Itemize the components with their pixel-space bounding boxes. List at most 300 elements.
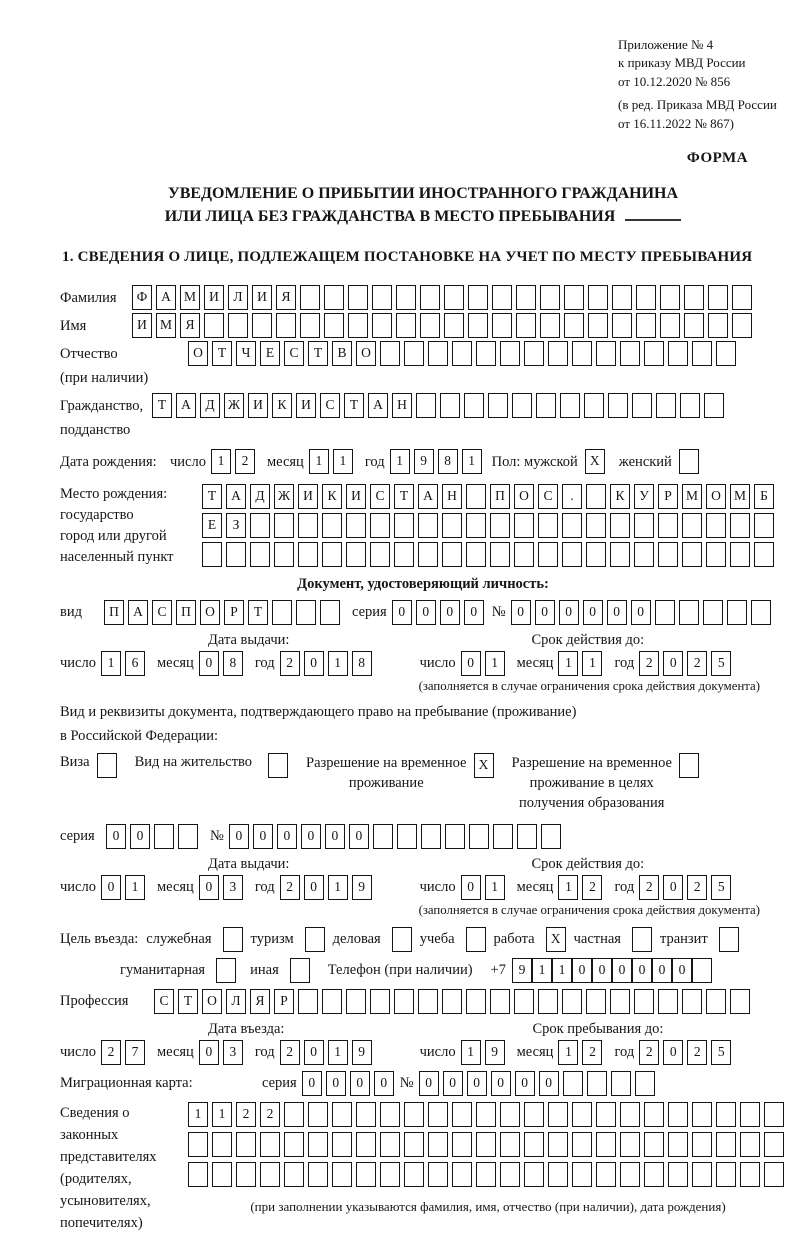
char-cell[interactable]: П: [176, 600, 196, 625]
male-checkbox[interactable]: X: [585, 449, 605, 474]
char-cell[interactable]: Я: [250, 989, 270, 1014]
char-cell[interactable]: [644, 1132, 664, 1157]
char-cell[interactable]: [680, 393, 700, 418]
char-cell[interactable]: [396, 285, 416, 310]
char-cell[interactable]: [538, 542, 558, 567]
char-cell[interactable]: Л: [226, 989, 246, 1014]
char-cell[interactable]: Ж: [224, 393, 244, 418]
char-cell[interactable]: М: [682, 484, 702, 509]
char-cell[interactable]: Н: [392, 393, 412, 418]
char-cell[interactable]: 0: [663, 875, 683, 900]
char-cell[interactable]: [445, 824, 465, 849]
char-cell[interactable]: 0: [325, 824, 345, 849]
char-cell[interactable]: 7: [125, 1040, 145, 1065]
char-cell[interactable]: [442, 542, 462, 567]
char-cell[interactable]: 1: [188, 1102, 208, 1127]
char-cell[interactable]: А: [368, 393, 388, 418]
char-cell[interactable]: 0: [130, 824, 150, 849]
char-cell[interactable]: [540, 285, 560, 310]
char-cell[interactable]: 0: [515, 1071, 535, 1096]
char-cell[interactable]: 0: [443, 1071, 463, 1096]
char-cell[interactable]: [764, 1162, 784, 1187]
char-cell[interactable]: [514, 542, 534, 567]
char-cell[interactable]: 6: [125, 651, 145, 676]
char-cell[interactable]: А: [128, 600, 148, 625]
char-cell[interactable]: П: [104, 600, 124, 625]
char-cell[interactable]: Н: [442, 484, 462, 509]
purpose-business-checkbox[interactable]: [392, 927, 412, 952]
char-cell[interactable]: [346, 542, 366, 567]
char-cell[interactable]: [356, 1132, 376, 1157]
char-cell[interactable]: [644, 341, 664, 366]
char-cell[interactable]: [658, 513, 678, 538]
char-cell[interactable]: И: [296, 393, 316, 418]
char-cell[interactable]: 2: [260, 1102, 280, 1127]
char-cell[interactable]: [490, 542, 510, 567]
char-cell[interactable]: [468, 313, 488, 338]
char-cell[interactable]: [396, 313, 416, 338]
char-cell[interactable]: Б: [754, 484, 774, 509]
char-cell[interactable]: У: [634, 484, 654, 509]
char-cell[interactable]: [300, 313, 320, 338]
char-cell[interactable]: [466, 513, 486, 538]
char-cell[interactable]: [260, 1162, 280, 1187]
char-cell[interactable]: [596, 1132, 616, 1157]
char-cell[interactable]: [660, 285, 680, 310]
char-cell[interactable]: 0: [559, 600, 579, 625]
char-cell[interactable]: [536, 393, 556, 418]
char-cell[interactable]: 0: [583, 600, 603, 625]
char-cell[interactable]: Р: [274, 989, 294, 1014]
char-cell[interactable]: К: [272, 393, 292, 418]
char-cell[interactable]: 0: [392, 600, 412, 625]
char-cell[interactable]: Ф: [132, 285, 152, 310]
char-cell[interactable]: [682, 989, 702, 1014]
char-cell[interactable]: [500, 341, 520, 366]
char-cell[interactable]: [524, 1162, 544, 1187]
char-cell[interactable]: [488, 393, 508, 418]
char-cell[interactable]: Е: [260, 341, 280, 366]
char-cell[interactable]: [692, 341, 712, 366]
char-cell[interactable]: [404, 1102, 424, 1127]
temp-residence-edu-checkbox[interactable]: [679, 753, 699, 778]
char-cell[interactable]: [272, 600, 292, 625]
char-cell[interactable]: [679, 600, 699, 625]
char-cell[interactable]: 0: [511, 600, 531, 625]
char-cell[interactable]: 0: [592, 958, 612, 983]
char-cell[interactable]: 5: [711, 1040, 731, 1065]
char-cell[interactable]: [586, 542, 606, 567]
char-cell[interactable]: [500, 1162, 520, 1187]
char-cell[interactable]: [418, 542, 438, 567]
char-cell[interactable]: [716, 1102, 736, 1127]
char-cell[interactable]: 1: [532, 958, 552, 983]
char-cell[interactable]: [730, 513, 750, 538]
char-cell[interactable]: [226, 542, 246, 567]
char-cell[interactable]: [260, 1132, 280, 1157]
char-cell[interactable]: Л: [228, 285, 248, 310]
char-cell[interactable]: 2: [687, 651, 707, 676]
char-cell[interactable]: [492, 313, 512, 338]
char-cell[interactable]: [730, 989, 750, 1014]
char-cell[interactable]: [732, 313, 752, 338]
char-cell[interactable]: 1: [582, 651, 602, 676]
char-cell[interactable]: [572, 1132, 592, 1157]
char-cell[interactable]: [421, 824, 441, 849]
char-cell[interactable]: [476, 1162, 496, 1187]
char-cell[interactable]: [716, 1132, 736, 1157]
char-cell[interactable]: [541, 824, 561, 849]
char-cell[interactable]: 0: [302, 1071, 322, 1096]
char-cell[interactable]: [612, 285, 632, 310]
char-cell[interactable]: [452, 1102, 472, 1127]
char-cell[interactable]: Я: [180, 313, 200, 338]
char-cell[interactable]: 0: [199, 1040, 219, 1065]
char-cell[interactable]: 0: [349, 824, 369, 849]
char-cell[interactable]: [252, 313, 272, 338]
char-cell[interactable]: [682, 542, 702, 567]
char-cell[interactable]: [751, 600, 771, 625]
char-cell[interactable]: Т: [248, 600, 268, 625]
char-cell[interactable]: [514, 989, 534, 1014]
char-cell[interactable]: [684, 313, 704, 338]
char-cell[interactable]: [500, 1132, 520, 1157]
purpose-tourism-checkbox[interactable]: [305, 927, 325, 952]
char-cell[interactable]: [380, 341, 400, 366]
char-cell[interactable]: [308, 1162, 328, 1187]
char-cell[interactable]: 0: [277, 824, 297, 849]
female-checkbox[interactable]: [679, 449, 699, 474]
char-cell[interactable]: [703, 600, 723, 625]
char-cell[interactable]: [420, 285, 440, 310]
char-cell[interactable]: [516, 313, 536, 338]
char-cell[interactable]: [732, 285, 752, 310]
char-cell[interactable]: [562, 513, 582, 538]
char-cell[interactable]: 1: [485, 651, 505, 676]
char-cell[interactable]: 0: [440, 600, 460, 625]
char-cell[interactable]: 2: [236, 1102, 256, 1127]
char-cell[interactable]: [620, 341, 640, 366]
char-cell[interactable]: 1: [328, 651, 348, 676]
char-cell[interactable]: 0: [631, 600, 651, 625]
char-cell[interactable]: [692, 1102, 712, 1127]
char-cell[interactable]: [394, 989, 414, 1014]
char-cell[interactable]: 0: [461, 651, 481, 676]
char-cell[interactable]: [154, 824, 174, 849]
char-cell[interactable]: [428, 1102, 448, 1127]
char-cell[interactable]: [608, 393, 628, 418]
char-cell[interactable]: 0: [539, 1071, 559, 1096]
char-cell[interactable]: 0: [663, 1040, 683, 1065]
char-cell[interactable]: 1: [328, 875, 348, 900]
char-cell[interactable]: 0: [672, 958, 692, 983]
char-cell[interactable]: 0: [663, 651, 683, 676]
char-cell[interactable]: [492, 285, 512, 310]
char-cell[interactable]: Т: [308, 341, 328, 366]
char-cell[interactable]: 9: [352, 1040, 372, 1065]
char-cell[interactable]: [610, 989, 630, 1014]
char-cell[interactable]: [284, 1102, 304, 1127]
char-cell[interactable]: [524, 1132, 544, 1157]
char-cell[interactable]: [373, 824, 393, 849]
char-cell[interactable]: [428, 1132, 448, 1157]
char-cell[interactable]: Я: [276, 285, 296, 310]
char-cell[interactable]: [348, 285, 368, 310]
char-cell[interactable]: 1: [125, 875, 145, 900]
char-cell[interactable]: О: [706, 484, 726, 509]
char-cell[interactable]: 2: [687, 1040, 707, 1065]
char-cell[interactable]: 9: [352, 875, 372, 900]
char-cell[interactable]: [442, 513, 462, 538]
char-cell[interactable]: [588, 313, 608, 338]
char-cell[interactable]: [416, 393, 436, 418]
char-cell[interactable]: [514, 513, 534, 538]
char-cell[interactable]: [610, 513, 630, 538]
char-cell[interactable]: [596, 1162, 616, 1187]
char-cell[interactable]: [596, 341, 616, 366]
char-cell[interactable]: [346, 989, 366, 1014]
char-cell[interactable]: 3: [223, 1040, 243, 1065]
char-cell[interactable]: Т: [212, 341, 232, 366]
purpose-work-checkbox[interactable]: X: [546, 927, 566, 952]
char-cell[interactable]: [394, 542, 414, 567]
char-cell[interactable]: [466, 542, 486, 567]
char-cell[interactable]: [716, 341, 736, 366]
char-cell[interactable]: 2: [280, 875, 300, 900]
char-cell[interactable]: 0: [419, 1071, 439, 1096]
char-cell[interactable]: [346, 513, 366, 538]
char-cell[interactable]: 2: [101, 1040, 121, 1065]
char-cell[interactable]: Ж: [274, 484, 294, 509]
char-cell[interactable]: 2: [582, 1040, 602, 1065]
char-cell[interactable]: И: [298, 484, 318, 509]
char-cell[interactable]: [564, 285, 584, 310]
char-cell[interactable]: [356, 1102, 376, 1127]
char-cell[interactable]: [348, 313, 368, 338]
char-cell[interactable]: [548, 341, 568, 366]
char-cell[interactable]: [490, 513, 510, 538]
char-cell[interactable]: [250, 513, 270, 538]
char-cell[interactable]: [178, 824, 198, 849]
char-cell[interactable]: И: [252, 285, 272, 310]
char-cell[interactable]: 2: [639, 651, 659, 676]
char-cell[interactable]: [296, 600, 316, 625]
char-cell[interactable]: [586, 989, 606, 1014]
char-cell[interactable]: [764, 1132, 784, 1157]
char-cell[interactable]: [682, 513, 702, 538]
char-cell[interactable]: [298, 989, 318, 1014]
char-cell[interactable]: [212, 1132, 232, 1157]
char-cell[interactable]: О: [514, 484, 534, 509]
char-cell[interactable]: З: [226, 513, 246, 538]
char-cell[interactable]: С: [284, 341, 304, 366]
char-cell[interactable]: [469, 824, 489, 849]
char-cell[interactable]: 1: [558, 651, 578, 676]
char-cell[interactable]: [524, 341, 544, 366]
char-cell[interactable]: [188, 1132, 208, 1157]
char-cell[interactable]: 1: [390, 449, 410, 474]
char-cell[interactable]: [634, 513, 654, 538]
char-cell[interactable]: [188, 1162, 208, 1187]
char-cell[interactable]: [524, 1102, 544, 1127]
visa-checkbox[interactable]: [97, 753, 117, 778]
char-cell[interactable]: [584, 393, 604, 418]
char-cell[interactable]: [692, 1132, 712, 1157]
char-cell[interactable]: [587, 1071, 607, 1096]
char-cell[interactable]: [560, 393, 580, 418]
char-cell[interactable]: 0: [253, 824, 273, 849]
char-cell[interactable]: [250, 542, 270, 567]
char-cell[interactable]: [704, 393, 724, 418]
char-cell[interactable]: С: [154, 989, 174, 1014]
char-cell[interactable]: С: [152, 600, 172, 625]
char-cell[interactable]: [668, 1162, 688, 1187]
char-cell[interactable]: [706, 513, 726, 538]
char-cell[interactable]: [512, 393, 532, 418]
char-cell[interactable]: 8: [223, 651, 243, 676]
char-cell[interactable]: Т: [344, 393, 364, 418]
char-cell[interactable]: [632, 393, 652, 418]
char-cell[interactable]: 0: [350, 1071, 370, 1096]
purpose-transit-checkbox[interactable]: [719, 927, 739, 952]
char-cell[interactable]: [452, 341, 472, 366]
char-cell[interactable]: [548, 1162, 568, 1187]
char-cell[interactable]: 0: [464, 600, 484, 625]
char-cell[interactable]: 1: [328, 1040, 348, 1065]
char-cell[interactable]: И: [132, 313, 152, 338]
char-cell[interactable]: [370, 542, 390, 567]
char-cell[interactable]: 8: [352, 651, 372, 676]
char-cell[interactable]: 0: [572, 958, 592, 983]
char-cell[interactable]: [380, 1132, 400, 1157]
char-cell[interactable]: [517, 824, 537, 849]
char-cell[interactable]: [620, 1132, 640, 1157]
purpose-study-checkbox[interactable]: [466, 927, 486, 952]
char-cell[interactable]: Р: [658, 484, 678, 509]
char-cell[interactable]: [572, 341, 592, 366]
residence-permit-checkbox[interactable]: [268, 753, 288, 778]
char-cell[interactable]: [420, 313, 440, 338]
char-cell[interactable]: [658, 989, 678, 1014]
char-cell[interactable]: [572, 1102, 592, 1127]
char-cell[interactable]: Д: [200, 393, 220, 418]
char-cell[interactable]: [612, 313, 632, 338]
char-cell[interactable]: С: [538, 484, 558, 509]
purpose-other-checkbox[interactable]: [290, 958, 310, 983]
char-cell[interactable]: [540, 313, 560, 338]
char-cell[interactable]: 1: [552, 958, 572, 983]
char-cell[interactable]: [476, 1102, 496, 1127]
char-cell[interactable]: 2: [639, 875, 659, 900]
char-cell[interactable]: 1: [211, 449, 231, 474]
char-cell[interactable]: [276, 313, 296, 338]
char-cell[interactable]: [440, 393, 460, 418]
char-cell[interactable]: 2: [280, 1040, 300, 1065]
char-cell[interactable]: Т: [178, 989, 198, 1014]
char-cell[interactable]: [442, 989, 462, 1014]
char-cell[interactable]: [236, 1162, 256, 1187]
char-cell[interactable]: О: [188, 341, 208, 366]
char-cell[interactable]: [727, 600, 747, 625]
char-cell[interactable]: М: [156, 313, 176, 338]
char-cell[interactable]: [658, 542, 678, 567]
char-cell[interactable]: [380, 1102, 400, 1127]
char-cell[interactable]: 0: [467, 1071, 487, 1096]
purpose-private-checkbox[interactable]: [632, 927, 652, 952]
char-cell[interactable]: О: [200, 600, 220, 625]
char-cell[interactable]: 9: [512, 958, 532, 983]
char-cell[interactable]: 0: [491, 1071, 511, 1096]
char-cell[interactable]: [322, 513, 342, 538]
char-cell[interactable]: [538, 513, 558, 538]
char-cell[interactable]: Д: [250, 484, 270, 509]
char-cell[interactable]: [464, 393, 484, 418]
char-cell[interactable]: 1: [558, 1040, 578, 1065]
char-cell[interactable]: И: [248, 393, 268, 418]
char-cell[interactable]: О: [356, 341, 376, 366]
char-cell[interactable]: 2: [280, 651, 300, 676]
char-cell[interactable]: [692, 1162, 712, 1187]
char-cell[interactable]: [586, 513, 606, 538]
char-cell[interactable]: [668, 1132, 688, 1157]
char-cell[interactable]: [202, 542, 222, 567]
char-cell[interactable]: 9: [414, 449, 434, 474]
char-cell[interactable]: М: [730, 484, 750, 509]
char-cell[interactable]: [466, 484, 486, 509]
char-cell[interactable]: А: [418, 484, 438, 509]
char-cell[interactable]: [730, 542, 750, 567]
char-cell[interactable]: О: [202, 989, 222, 1014]
char-cell[interactable]: [404, 1162, 424, 1187]
char-cell[interactable]: [322, 542, 342, 567]
char-cell[interactable]: [586, 484, 606, 509]
char-cell[interactable]: [370, 989, 390, 1014]
char-cell[interactable]: [754, 513, 774, 538]
char-cell[interactable]: [754, 542, 774, 567]
char-cell[interactable]: [284, 1162, 304, 1187]
char-cell[interactable]: [764, 1102, 784, 1127]
char-cell[interactable]: [636, 285, 656, 310]
char-cell[interactable]: [324, 313, 344, 338]
char-cell[interactable]: Т: [202, 484, 222, 509]
char-cell[interactable]: [404, 341, 424, 366]
char-cell[interactable]: [620, 1162, 640, 1187]
char-cell[interactable]: И: [204, 285, 224, 310]
char-cell[interactable]: [380, 1162, 400, 1187]
char-cell[interactable]: Р: [224, 600, 244, 625]
char-cell[interactable]: [692, 958, 712, 983]
char-cell[interactable]: 0: [652, 958, 672, 983]
char-cell[interactable]: М: [180, 285, 200, 310]
char-cell[interactable]: [706, 989, 726, 1014]
char-cell[interactable]: [274, 513, 294, 538]
char-cell[interactable]: 0: [632, 958, 652, 983]
char-cell[interactable]: [332, 1132, 352, 1157]
char-cell[interactable]: [320, 600, 340, 625]
char-cell[interactable]: 0: [199, 651, 219, 676]
char-cell[interactable]: 0: [199, 875, 219, 900]
char-cell[interactable]: [428, 341, 448, 366]
char-cell[interactable]: [332, 1102, 352, 1127]
char-cell[interactable]: [636, 313, 656, 338]
char-cell[interactable]: 0: [607, 600, 627, 625]
char-cell[interactable]: [644, 1162, 664, 1187]
char-cell[interactable]: 2: [582, 875, 602, 900]
char-cell[interactable]: [324, 285, 344, 310]
char-cell[interactable]: [634, 542, 654, 567]
char-cell[interactable]: [740, 1132, 760, 1157]
char-cell[interactable]: [656, 393, 676, 418]
